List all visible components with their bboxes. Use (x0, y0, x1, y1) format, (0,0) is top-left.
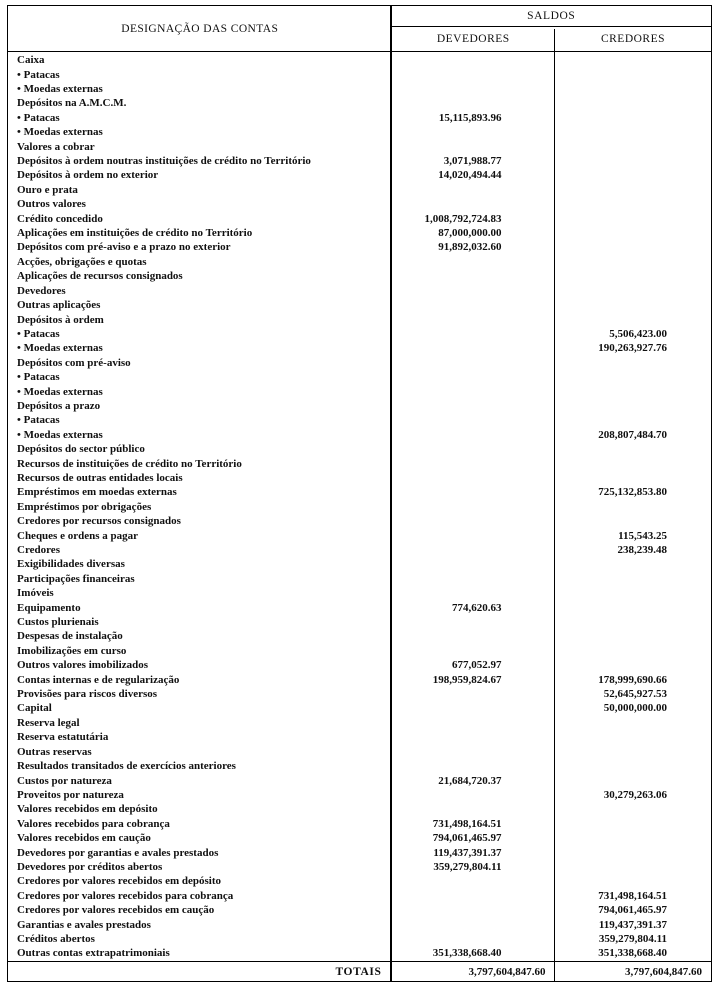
account-name: Devedores por créditos abertos (17, 860, 163, 873)
credores-value: 725,132,853.80 (598, 486, 667, 499)
table-row (8, 889, 711, 903)
devedores-value: 1,008,792,724.83 (424, 212, 502, 225)
table-row (8, 53, 711, 67)
devedores-value: 21,684,720.37 (438, 774, 502, 787)
account-name: Créditos abertos (17, 932, 95, 945)
table-row (8, 312, 711, 326)
devedores-value: 14,020,494.44 (438, 169, 502, 182)
table-row (8, 456, 711, 470)
account-name: Valores a cobrar (17, 140, 95, 153)
account-name: Reserva estatutária (17, 731, 109, 744)
saldos-subheaders (392, 27, 712, 51)
account-name: Outras aplicações (17, 299, 101, 312)
table-row (8, 817, 711, 831)
totals-devedores-value: 3,797,604,847.60 (468, 965, 546, 978)
devedores-value: 677,052.97 (452, 659, 502, 672)
table-row (8, 658, 711, 672)
table-row (8, 240, 711, 254)
account-name: Empréstimos por obrigações (17, 500, 152, 513)
table-row (8, 384, 711, 398)
table-row (8, 773, 711, 787)
table-row (8, 629, 711, 643)
account-name: Valores recebidos em depósito (17, 803, 158, 816)
table-row (8, 442, 711, 456)
table-row (8, 471, 711, 485)
devedores-value: 774,620.63 (452, 601, 502, 614)
account-name: Custos por natureza (17, 774, 112, 787)
account-name: Imobilizações em curso (17, 644, 127, 657)
devedores-value: 794,061,465.97 (432, 832, 502, 845)
account-name: • Moedas externas (17, 126, 103, 139)
credores-value: 359,279,804.11 (598, 932, 667, 945)
devedores-value: 198,959,824.67 (432, 673, 502, 686)
table-row (8, 586, 711, 600)
table-row (8, 67, 711, 81)
account-name: Empréstimos em moedas externas (17, 486, 177, 499)
table-row (8, 644, 711, 658)
credores-value: 794,061,465.97 (598, 904, 667, 917)
credores-value: 238,239.48 (617, 544, 667, 557)
account-name: • Moedas externas (17, 83, 103, 96)
table-row (8, 745, 711, 759)
account-name: Credores (17, 544, 60, 557)
account-name: • Patacas (17, 111, 60, 124)
table-body (8, 52, 711, 961)
totals-row (8, 961, 711, 981)
devedores-value: 87,000,000.00 (438, 227, 502, 240)
table-row (8, 226, 711, 240)
table-row (8, 917, 711, 931)
account-name: Depósitos à ordem no exterior (17, 169, 159, 182)
account-name: Credores por valores recebidos para cobrança (17, 889, 234, 902)
table-row (8, 269, 711, 283)
account-name: Depósitos à ordem (17, 313, 104, 326)
table-row (8, 788, 711, 802)
table-row (8, 413, 711, 427)
table-row (8, 687, 711, 701)
account-name: Participações financeiras (17, 572, 135, 585)
account-name: Devedores (17, 284, 66, 297)
account-name: Crédito concedido (17, 212, 103, 225)
table-row (8, 802, 711, 816)
account-name: Resultados transitados de exercícios anteriores (17, 760, 236, 773)
table-row (8, 600, 711, 614)
table-row (8, 356, 711, 370)
account-name: Credores por recursos consignados (17, 515, 181, 528)
table-row (8, 759, 711, 773)
account-name: Outros valores (17, 198, 86, 211)
account-name: Depósitos à ordem noutras instituições de crédito no Território (17, 155, 311, 168)
account-name: Depósitos com pré-aviso e a prazo no exterior (17, 241, 231, 254)
table-row (8, 284, 711, 298)
account-name: Caixa (17, 54, 45, 67)
table-row (8, 298, 711, 312)
account-name: Depósitos na A.M.C.M. (17, 97, 127, 110)
account-name: Acções, obrigações e quotas (17, 255, 147, 268)
table-row (8, 860, 711, 874)
account-name: Cheques e ordens a pagar (17, 529, 139, 542)
account-name: Aplicações em instituições de crédito no Território (17, 227, 253, 240)
table-row (8, 716, 711, 730)
table-row (8, 730, 711, 744)
account-name: Despesas de instalação (17, 630, 123, 643)
credores-value: 208,807,484.70 (598, 428, 667, 441)
account-name: • Patacas (17, 68, 60, 81)
credores-value: 731,498,164.51 (598, 889, 667, 902)
column-divider (390, 6, 392, 981)
devedores-value: 351,338,668.40 (432, 947, 502, 960)
account-name: Depósitos com pré-aviso (17, 356, 131, 369)
table-row (8, 485, 711, 499)
table-row (8, 500, 711, 514)
credores-value: 50,000,000.00 (603, 702, 667, 715)
credores-value: 351,338,668.40 (598, 947, 667, 960)
table-row (8, 211, 711, 225)
column-divider (554, 29, 556, 982)
account-name: • Patacas (17, 327, 60, 340)
table-row (8, 946, 711, 960)
devedores-value: 3,071,988.77 (443, 155, 502, 168)
table-row (8, 845, 711, 859)
account-name: Recursos de instituições de crédito no Território (17, 457, 242, 470)
table-row (8, 341, 711, 355)
col-header-saldos: SALDOS (392, 6, 712, 27)
credores-value: 115,543.25 (618, 529, 667, 542)
table-row (8, 903, 711, 917)
credores-value: 190,263,927.76 (598, 342, 667, 355)
table-row (8, 96, 711, 110)
account-name: Valores recebidos para cobrança (17, 817, 170, 830)
table-row (8, 197, 711, 211)
devedores-value: 359,279,804.11 (433, 860, 502, 873)
account-name: Capital (17, 702, 52, 715)
col-header-devedores: DEVEDORES (436, 33, 510, 45)
credores-value: 5,506,423.00 (609, 327, 667, 340)
table-row (8, 111, 711, 125)
table-row (8, 399, 711, 413)
table-row (8, 932, 711, 946)
account-name: Imóveis (17, 587, 54, 600)
table-row (8, 615, 711, 629)
account-name: Custos plurienais (17, 616, 99, 629)
table-row (8, 572, 711, 586)
account-name: Valores recebidos em caução (17, 832, 151, 845)
account-name: Exigibilidades diversas (17, 558, 125, 571)
table-row (8, 831, 711, 845)
devedores-value: 91,892,032.60 (438, 241, 502, 254)
account-name: • Patacas (17, 414, 60, 427)
table-row (8, 428, 711, 442)
table-row (8, 168, 711, 182)
table-row (8, 154, 711, 168)
account-name: Depósitos a prazo (17, 399, 101, 412)
table-row (8, 370, 711, 384)
table-row (8, 557, 711, 571)
table-row (8, 701, 711, 715)
col-header-saldos-group (392, 6, 712, 51)
account-name: Garantias e avales prestados (17, 918, 151, 931)
account-name: • Moedas externas (17, 428, 103, 441)
table-row (8, 543, 711, 557)
col-header-credores: CREDORES (600, 33, 666, 45)
table-header (8, 6, 711, 52)
account-name: Credores por valores recebidos em depósito (17, 875, 221, 888)
account-name: • Moedas externas (17, 342, 103, 355)
account-name: Contas internas e de regularização (17, 673, 180, 686)
account-name: Proveitos por natureza (17, 788, 124, 801)
account-name: Outros valores imobilizados (17, 659, 148, 672)
account-name: Recursos de outras entidades locais (17, 471, 183, 484)
table-row (8, 672, 711, 686)
table-row (8, 327, 711, 341)
account-name: Ouro e prata (17, 183, 78, 196)
account-name: Reserva legal (17, 716, 80, 729)
table-row (8, 514, 711, 528)
account-name: Depósitos do sector público (17, 443, 145, 456)
account-name: Equipamento (17, 601, 81, 614)
table-row (8, 82, 711, 96)
table-row (8, 874, 711, 888)
credores-value: 52,645,927.53 (603, 688, 667, 701)
account-name: • Patacas (17, 371, 60, 384)
table-row (8, 528, 711, 542)
table-row (8, 125, 711, 139)
credores-value: 30,279,263.06 (603, 788, 667, 801)
table-row (8, 139, 711, 153)
credores-value: 119,437,391.37 (598, 918, 667, 931)
balance-sheet-table (7, 5, 712, 982)
account-name: Aplicações de recursos consignados (17, 270, 183, 283)
account-name: • Moedas externas (17, 385, 103, 398)
totals-label: TOTAIS (335, 965, 382, 978)
account-name: Outras reservas (17, 745, 92, 758)
devedores-value: 119,437,391.37 (433, 846, 502, 859)
col-header-designacao: DESIGNAÇÃO DAS CONTAS (121, 22, 279, 35)
account-name: Credores por valores recebidos em caução (17, 904, 215, 917)
devedores-value: 731,498,164.51 (432, 817, 502, 830)
account-name: Outras contas extrapatrimoniais (17, 947, 170, 960)
credores-value: 178,999,690.66 (598, 673, 667, 686)
devedores-value: 15,115,893.96 (438, 111, 502, 124)
table-row (8, 183, 711, 197)
account-name: Provisões para riscos diversos (17, 688, 158, 701)
table-row (8, 255, 711, 269)
totals-credores-value: 3,797,604,847.60 (625, 965, 702, 978)
account-name: Devedores por garantias e avales prestados (17, 846, 219, 859)
